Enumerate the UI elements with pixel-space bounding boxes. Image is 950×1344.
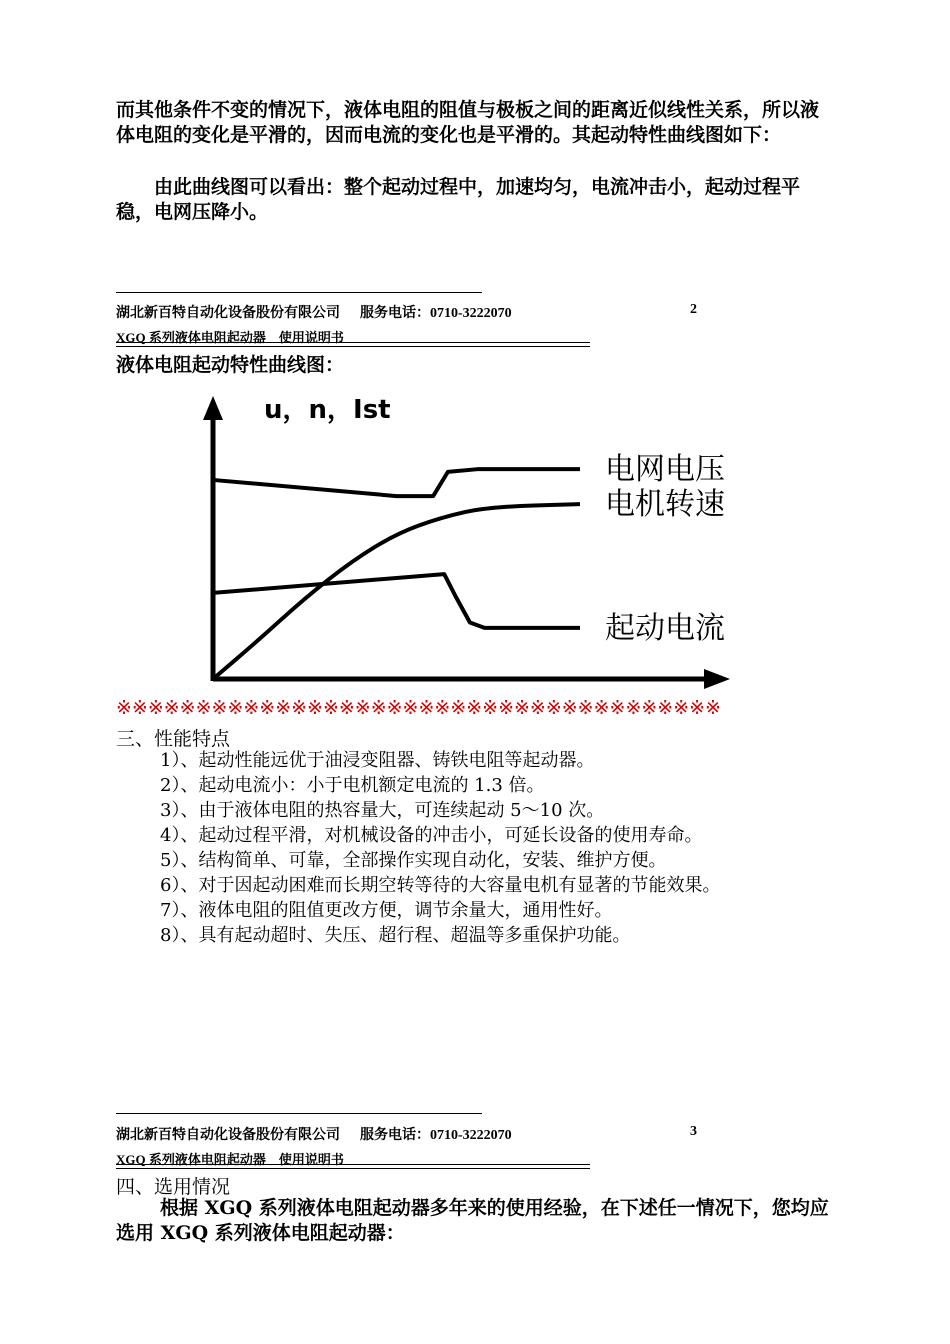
feature-item: 5）、结构简单、可靠，全部操作实现自动化，安装、维护方便。: [160, 850, 667, 871]
body-paragraph-1: 而其他条件不变的情况下，液体电阻的阻值与极板之间的距离近似线性关系，所以液体电阻的变化是平滑的，因而电流的变化也是平滑的。其起动特性曲线图如下：: [116, 99, 820, 146]
y-axis-label: u，n，Ist: [264, 395, 391, 425]
page-number: 3: [690, 1124, 697, 1139]
startup-characteristic-chart: [180, 388, 760, 698]
grid-voltage-label: 电网电压: [605, 452, 725, 488]
starting-current-line: [213, 574, 580, 628]
starting-current-label: 起动电流: [605, 610, 725, 646]
selection-paragraph: 根据 XGQ 系列液体电阻起动器多年来的使用经验，在下述任一情况下，您均应选用 XGQ 系列液体电阻起动器：: [116, 1197, 829, 1244]
feature-item: 4）、起动过程平滑，对机械设备的冲击小，可延长设备的使用寿命。: [160, 825, 703, 846]
feature-item: 8）、具有起动超时、失压、超行程、超温等多重保护功能。: [160, 925, 631, 946]
feature-item: 2）、起动电流小：小于电机额定电流的 1.3 倍。: [160, 775, 545, 796]
footer-company: 湖北新百特自动化设备股份有限公司: [116, 1128, 340, 1143]
section-separator: ※※※※※※※※※※※※※※※※※※※※※※※※※※※※※※※※※※※※※※: [116, 697, 721, 719]
page-footer: [116, 1124, 512, 1144]
footer-service-phone: 服务电话：0710-3222070: [360, 306, 512, 321]
chart-title: 液体电阻起动特性曲线图：: [116, 354, 345, 376]
feature-item: 6）、对于因起动困难而长期空转等待的大容量电机有显著的节能效果。: [160, 875, 721, 896]
grid-voltage-line: [213, 469, 580, 496]
footer-rule: [116, 292, 482, 293]
features-list: [160, 748, 720, 948]
y-axis-arrow: [203, 396, 223, 420]
document-header: XGQ 系列液体电阻起动器 使用说明书: [116, 1152, 344, 1167]
page-number: 2: [690, 302, 697, 317]
feature-item: 1）、起动性能远优于油浸变阻器、铸铁电阻等起动器。: [160, 750, 595, 771]
footer-rule: [116, 1113, 482, 1114]
feature-item: 7）、液体电阻的阻值更改方便，调节余量大，通用性好。: [160, 900, 613, 921]
footer-service-phone: 服务电话：0710-3222070: [360, 1128, 512, 1143]
features-title: 三、性能特点: [116, 728, 231, 750]
document-header: XGQ 系列液体电阻起动器 使用说明书: [116, 330, 344, 345]
motor-speed-line: [213, 504, 580, 679]
selection-title: 四、选用情况: [116, 1176, 231, 1198]
header-rule: [116, 1164, 590, 1169]
motor-speed-label: 电机转速: [605, 487, 725, 523]
body-paragraph-2: 由此曲线图可以看出：整个起动过程中，加速均匀，电流冲击小，起动过程平稳，电网压降小。: [116, 176, 801, 223]
footer-company: 湖北新百特自动化设备股份有限公司: [116, 306, 340, 321]
header-rule: [116, 342, 590, 347]
feature-item: 3）、由于液体电阻的热容量大，可连续起动 5～10 次。: [160, 800, 605, 821]
page-footer: [116, 302, 512, 322]
x-axis-arrow: [704, 669, 730, 689]
